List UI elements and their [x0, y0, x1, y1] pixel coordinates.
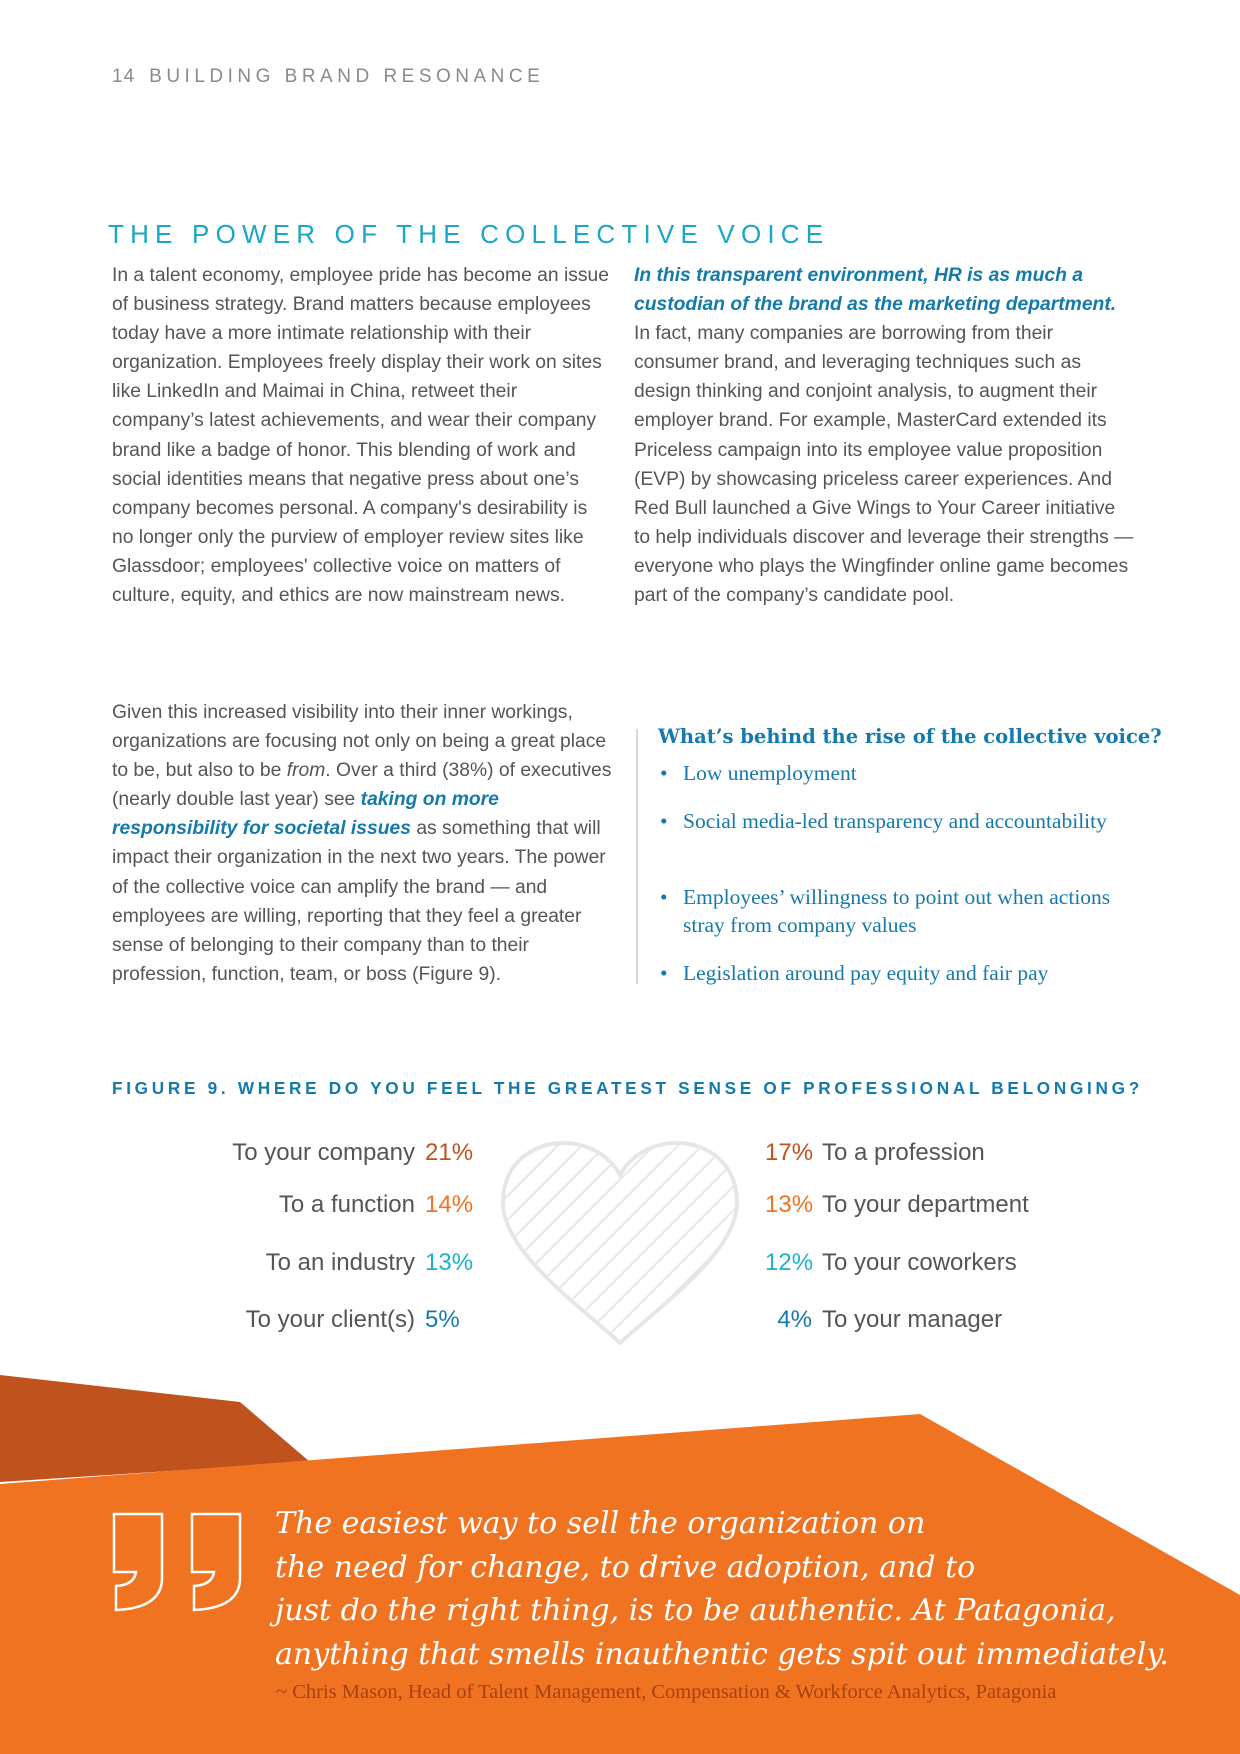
sidebar-callout: [636, 725, 1162, 985]
quote-mark-icon: [112, 1512, 244, 1612]
stat-value: 14%: [425, 1191, 474, 1218]
stat-label: To a function: [278, 1191, 415, 1218]
running-title: BUILDING BRAND RESONANCE: [149, 66, 545, 87]
sidebar-item: • Employees’ willingness to point out when actions stray from company values: [660, 883, 1130, 939]
quote-line: anything that smells inauthentic gets spit out immediately.: [275, 1636, 1169, 1672]
section-title: THE POWER OF THE COLLECTIVE VOICE: [108, 219, 830, 249]
para2-text-c: as something that will impact their organization in the next two years. The power of the collective voice can amplify the brand — and employees are willing, reporting that they feel a greater sense of belonging to their company than to their profession, function, team, or boss (Figure 9).: [112, 818, 606, 985]
running-header: [112, 66, 544, 88]
para3-highlight: In this transparent environment, HR is as much a custodian of the brand as the marketing department.: [634, 265, 1117, 316]
stat-label: To your coworkers: [822, 1249, 1017, 1276]
stat-label: To a profession: [822, 1139, 985, 1166]
stat-value: 4%: [777, 1306, 812, 1333]
body-paragraph-3: [634, 261, 1134, 610]
figure-title: FIGURE 9. WHERE DO YOU FEEL THE GREATEST SENSE OF PROFESSIONAL BELONGING?: [112, 1078, 1143, 1098]
stat-right-row: [765, 1191, 1029, 1223]
stat-value: 17%: [765, 1139, 814, 1166]
stat-label: To an industry: [265, 1249, 415, 1276]
quote-line: just do the right thing, is to be authentic. At Patagonia,: [275, 1593, 1116, 1628]
stat-value: 5%: [425, 1306, 460, 1333]
stat-value: 13%: [425, 1249, 474, 1276]
quote-line: the need for change, to drive adoption, and to: [275, 1549, 976, 1585]
para3-text: In fact, many companies are borrowing from their consumer brand, and leveraging techniques such as design thinking and conjoint analysis, to augment their employer brand. For example, MasterCard extended its Priceless campaign into its employee value proposition (EVP) by showcasing priceless career experiences. And Red Bull launched a Give Wings to Your Career initiative to help individuals discover and leverage their strengths — everyone who plays the Wingfinder online game becomes part of the company’s candidate pool.: [634, 323, 1134, 607]
page-number: 14: [112, 66, 136, 87]
sidebar-item: • Low unemployment: [660, 759, 1130, 787]
heart-icon: [495, 1135, 745, 1350]
para2-highlight: taking on more responsibility for societal issues: [112, 789, 499, 840]
stat-label: To your manager: [822, 1306, 1003, 1333]
pull-quote: [275, 1502, 1215, 1676]
stat-label: To your company: [232, 1139, 415, 1166]
stat-value: 21%: [425, 1139, 474, 1166]
stat-label: To your client(s): [245, 1306, 415, 1333]
sidebar-question: What’s behind the rise of the collective voice?: [658, 725, 1162, 748]
body-paragraph-1: In a talent economy, employee pride has become an issue of business strategy. Brand matters because employees today have a more intimate relationship with their organization. Employees freely display their work on sites like LinkedIn and Maimai in China, retweet their company’s latest achievements, and wear their company brand like a badge of honor. This blending of work and social identities means that negative press about one’s company becomes personal. A company's desirability is no longer only the purview of employer review sites like Glassdoor; employees' collective voice on matters of culture, equity, and ethics are now mainstream news.: [112, 265, 609, 607]
stat-left-row: [232, 1139, 473, 1171]
stat-right-row: [765, 1306, 1002, 1338]
stat-left-row: [279, 1191, 473, 1223]
para2-italic: from: [286, 760, 326, 782]
stat-right-row: [765, 1139, 985, 1171]
sidebar-item: • Legislation around pay equity and fair pay: [660, 959, 1130, 987]
stat-value: 13%: [765, 1191, 814, 1218]
quote-line: The easiest way to sell the organization on: [275, 1506, 926, 1541]
stat-right-row: [765, 1249, 1017, 1281]
para2-text-b: . Over a third (38%) of executives (nearly double last year) see: [112, 760, 612, 811]
stat-left-row: [266, 1249, 473, 1281]
body-paragraph-2: [112, 698, 612, 989]
stat-label: To your department: [822, 1191, 1029, 1218]
stat-left-row: [246, 1306, 473, 1338]
stat-value: 12%: [765, 1249, 814, 1276]
sidebar-item: • Social media-led transparency and accountability: [660, 807, 1130, 835]
para2-text-a: Given this increased visibility into their inner workings, organizations are focusing not only on being a great place to be, but also to be: [112, 702, 607, 782]
quote-attribution: ~ Chris Mason, Head of Talent Management, Compensation & Workforce Analytics, Patagonia: [276, 1681, 1057, 1703]
